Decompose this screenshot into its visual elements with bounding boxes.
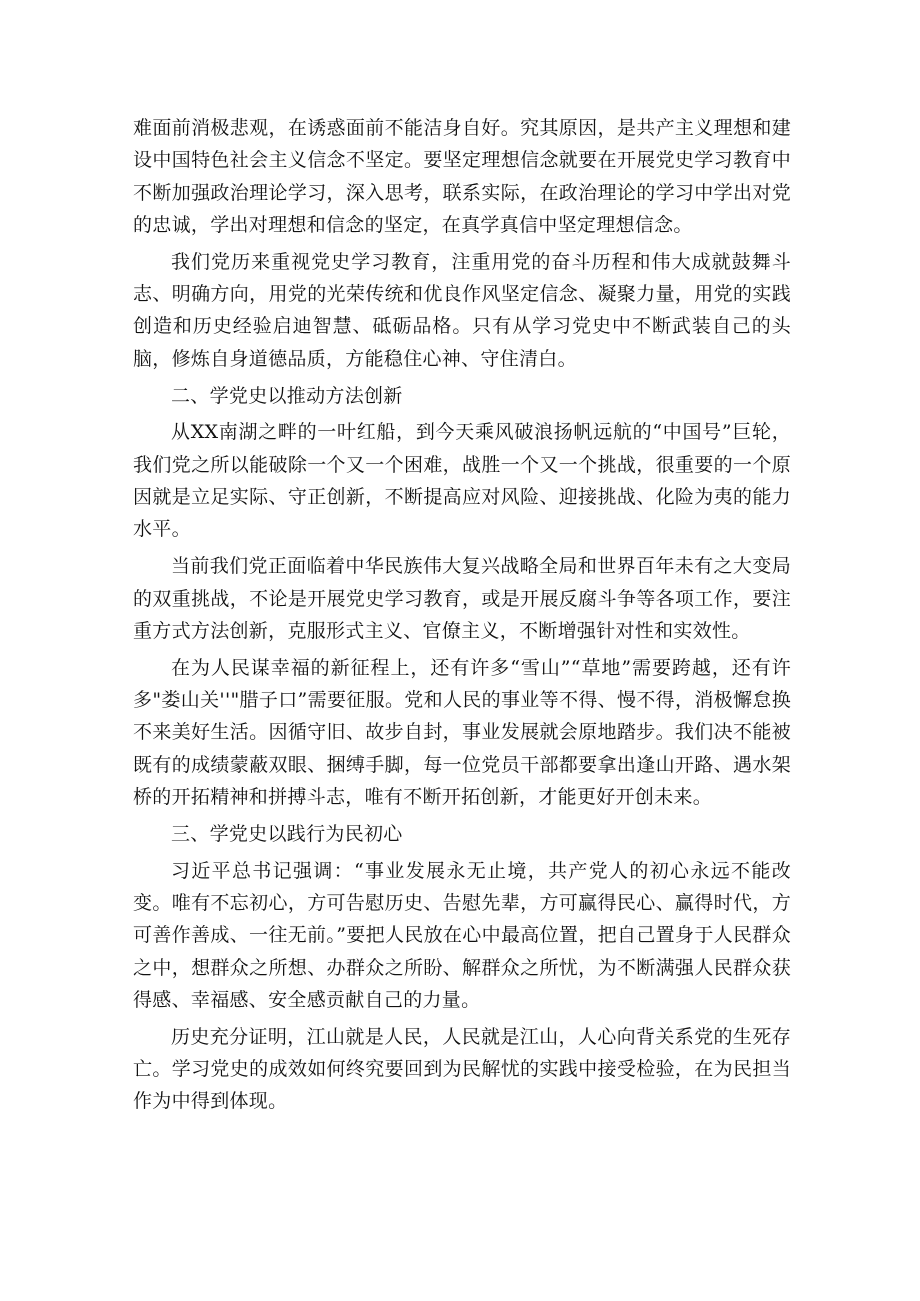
paragraph-quote: 习近平总书记强调：“事业发展永无止境，共产党人的初心永远不能改变。唯有不忘初心，方可告慰历史、告慰先辈，方可赢得民心、赢得时代，方可善作善成、一往无前。”要把人民放在心中最高位置，把自己置身于人民群众之中，想群众之所想、办群众之所盼、解群众之所忧，为不断满强人民群众获得感、幸福感、安全感贡献自己的力量。 [133, 859, 791, 1011]
paragraph-continuation: 难面前消极悲观，在诱惑面前不能洁身自好。究其原因，是共产主义理想和建设中国特色社会主义信念不坚定。要坚定理想信念就要在开展党史学习教育中不断加强政治理论学习，深入思考，联系实际，在政治理论的学习中学出对党的忠诚，学出对理想和信念的坚定，在真学真信中坚定理想信念。 [133, 117, 791, 236]
document-body [133, 112, 791, 1122]
paragraph-red-boat: 从XX南湖之畔的一叶红船，到今天乘风破浪扬帆远航的“中国号”巨轮，我们党之所以能破除一个又一个困难，战胜一个又一个挑战，很重要的一个原因就是立足实际、守正创新，不断提高应对风险、迎接挑战、化险为夷的能力水平。 [133, 421, 791, 541]
paragraph-party-history-education: 我们党历来重视党史学习教育，注重用党的奋斗历程和伟大成就鼓舞斗志、明确方向，用党的光荣传统和优良作风坚定信念、凝聚力量，用党的实践创造和历史经验启迪智慧、砥砺品格。只有从学习党史中不断武装自己的头脑，修炼自身道德品质，方能稳住心神、守住清白。 [133, 250, 791, 370]
paragraph-dual-challenges: 当前我们党正面临着中华民族伟大复兴战略全局和世界百年未有之大变局的双重挑战，不论是开展党史学习教育，或是开展反腐斗争等各项工作，要注重方式方法创新，克服形式主义、官僚主义，不断增强针对性和实效性。 [133, 555, 791, 642]
paragraph-history-proves: 历史充分证明，江山就是人民，人民就是江山，人心向背关系党的生死存亡。学习党史的成效如何终究要回到为民解忧的实践中接受检验，在为民担当作为中得到体现。 [133, 1025, 791, 1113]
section-heading-2: 二、学党史以推动方法创新 [171, 384, 403, 407]
section-heading-3: 三、学党史以践行为民初心 [171, 822, 403, 845]
paragraph-new-journey: 在为人民谋幸福的新征程上，还有许多“雪山”“草地”需要跨越，还有许多"娄山关''"腊子口”需要征服。党和人民的事业等不得、慢不得，消极懈怠换不来美好生活。因循守旧、故步自封，事业发展就会原地踏步。我们决不能被既有的成绩蒙蔽双眼、捆缚手脚，每一位党员干部都要拿出逢山开路、遇水架桥的开拓精神和拼搏斗志，唯有不断开拓创新，才能更好开创未来。 [133, 656, 791, 808]
